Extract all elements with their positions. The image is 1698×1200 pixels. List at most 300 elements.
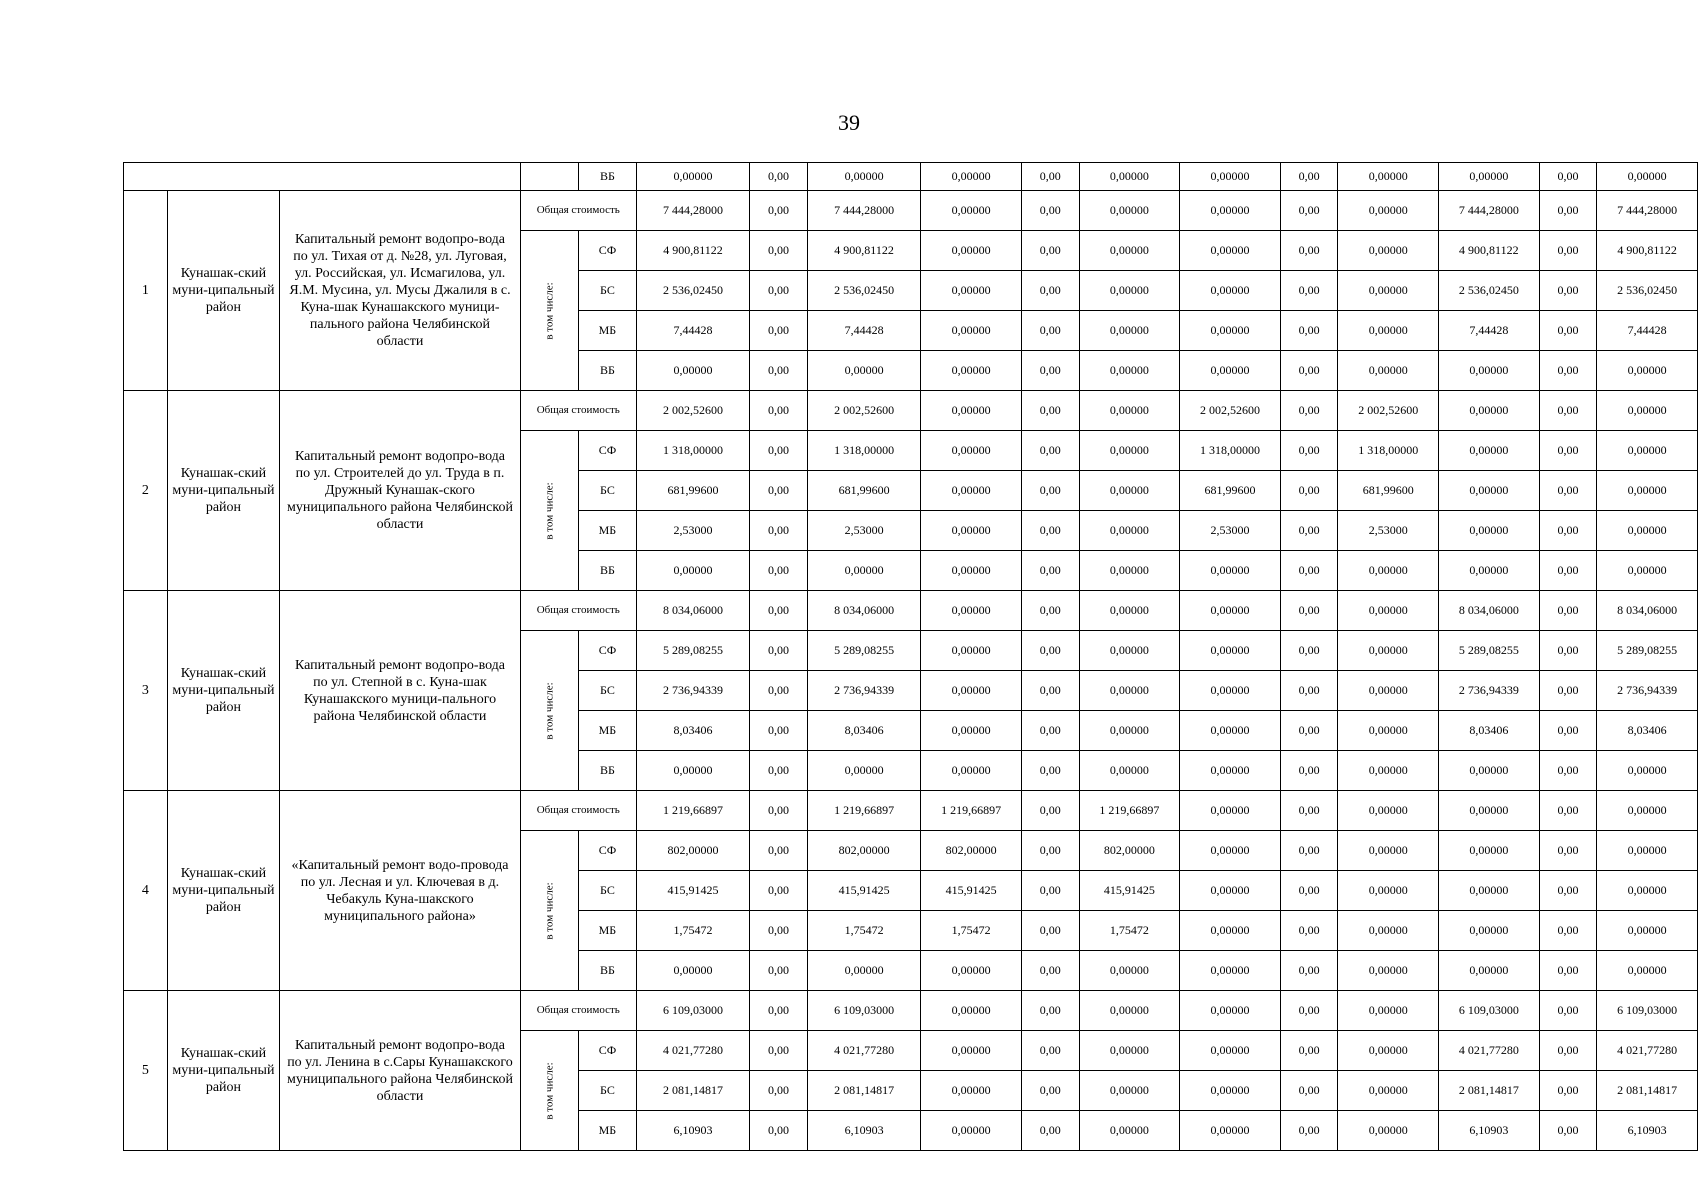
value-cell: 0,00000 (636, 951, 749, 991)
value-cell: 0,00 (1021, 1031, 1079, 1071)
value-cell: 0,00 (1280, 1111, 1338, 1151)
value-cell: 0,00000 (921, 751, 1022, 791)
value-cell: 0,00000 (1338, 1111, 1439, 1151)
value-cell: 0,00000 (1338, 551, 1439, 591)
value-cell: 0,00000 (1439, 791, 1540, 831)
value-cell: 0,00000 (636, 351, 749, 391)
value-cell: 0,00 (750, 391, 808, 431)
value-cell: 0,00000 (921, 671, 1022, 711)
value-cell: 415,91425 (807, 871, 920, 911)
value-cell: 0,00000 (1079, 351, 1180, 391)
value-cell: 0,00 (750, 191, 808, 231)
value-cell: 0,00000 (1597, 351, 1698, 391)
value-cell: 0,00 (1539, 1071, 1597, 1111)
value-cell: 0,00 (750, 631, 808, 671)
value-cell: 0,00 (1021, 191, 1079, 231)
value-cell: 0,00 (1539, 671, 1597, 711)
value-cell: 0,00 (1539, 471, 1597, 511)
value-cell: 0,00000 (1180, 163, 1281, 191)
value-cell: 0,00 (1280, 1071, 1338, 1111)
value-cell: 0,00000 (1439, 831, 1540, 871)
value-cell: 0,00000 (1338, 231, 1439, 271)
value-cell: 0,00000 (921, 431, 1022, 471)
budget-table (123, 162, 1698, 1151)
value-cell: 0,00000 (1597, 831, 1698, 871)
value-cell: 2 536,02450 (1597, 271, 1698, 311)
value-cell: 0,00 (750, 351, 808, 391)
value-cell: 0,00 (1021, 163, 1079, 191)
value-cell: 0,00000 (1180, 1031, 1281, 1071)
total-cost-label: Общая стоимость (520, 191, 636, 231)
value-cell: 8 034,06000 (807, 591, 920, 631)
table-row (124, 791, 1698, 831)
value-cell: 0,00000 (807, 551, 920, 591)
value-cell: 0,00 (1280, 551, 1338, 591)
value-cell: 0,00000 (1338, 351, 1439, 391)
value-cell: 7,44428 (1439, 311, 1540, 351)
value-cell: 2 002,52600 (636, 391, 749, 431)
value-cell: 0,00 (1021, 471, 1079, 511)
value-cell: 0,00000 (1079, 751, 1180, 791)
value-cell: 0,00000 (1338, 311, 1439, 351)
value-cell: 4 900,81122 (1597, 231, 1698, 271)
value-cell: 1,75472 (807, 911, 920, 951)
value-cell: 5 289,08255 (1439, 631, 1540, 671)
value-cell: 1 219,66897 (1079, 791, 1180, 831)
source-label: СФ (579, 1031, 637, 1071)
value-cell: 0,00000 (1439, 391, 1540, 431)
value-cell: 0,00 (1021, 831, 1079, 871)
value-cell: 1,75472 (921, 911, 1022, 951)
value-cell: 0,00 (1021, 551, 1079, 591)
source-label: ВБ (579, 751, 637, 791)
value-cell: 0,00000 (921, 1031, 1022, 1071)
value-cell: 1,75472 (1079, 911, 1180, 951)
value-cell: 2,53000 (807, 511, 920, 551)
value-cell: 0,00 (1280, 991, 1338, 1031)
value-cell: 6,10903 (636, 1111, 749, 1151)
value-cell: 0,00000 (1079, 231, 1180, 271)
value-cell: 0,00 (1280, 511, 1338, 551)
value-cell: 0,00 (1539, 551, 1597, 591)
value-cell: 0,00000 (1079, 391, 1180, 431)
value-cell: 0,00 (1021, 631, 1079, 671)
value-cell: 0,00 (1539, 311, 1597, 351)
value-cell: 0,00000 (921, 711, 1022, 751)
source-label: ВБ (579, 163, 637, 191)
value-cell: 0,00 (1539, 911, 1597, 951)
value-cell: 1 318,00000 (1338, 431, 1439, 471)
value-cell: 6,10903 (1439, 1111, 1540, 1151)
value-cell: 0,00 (1021, 1071, 1079, 1111)
value-cell: 7,44428 (636, 311, 749, 351)
value-cell: 2 736,94339 (807, 671, 920, 711)
value-cell: 0,00 (750, 591, 808, 631)
value-cell: 0,00000 (807, 163, 920, 191)
value-cell: 8,03406 (1597, 711, 1698, 751)
value-cell: 0,00000 (1597, 391, 1698, 431)
value-cell: 0,00 (1021, 511, 1079, 551)
value-cell: 0,00 (1280, 391, 1338, 431)
total-cost-label: Общая стоимость (520, 791, 636, 831)
value-cell: 0,00000 (1439, 951, 1540, 991)
value-cell: 0,00000 (1597, 551, 1698, 591)
value-cell: 2 081,14817 (1597, 1071, 1698, 1111)
value-cell: 0,00 (1539, 511, 1597, 551)
value-cell: 681,99600 (1180, 471, 1281, 511)
continuation-row (124, 163, 1698, 191)
value-cell: 2,53000 (1180, 511, 1281, 551)
value-cell: 2 002,52600 (807, 391, 920, 431)
value-cell: 0,00 (1021, 671, 1079, 711)
value-cell: 0,00000 (1597, 511, 1698, 551)
value-cell: 6,10903 (807, 1111, 920, 1151)
value-cell: 0,00000 (636, 751, 749, 791)
value-cell: 0,00000 (921, 1111, 1022, 1151)
value-cell: 0,00000 (1180, 551, 1281, 591)
value-cell: 0,00000 (1338, 711, 1439, 751)
value-cell: 0,00000 (1180, 231, 1281, 271)
value-cell: 4 900,81122 (1439, 231, 1540, 271)
in-that-number-label: в том числе: (543, 682, 556, 740)
value-cell: 0,00 (1280, 711, 1338, 751)
value-cell: 2 081,14817 (636, 1071, 749, 1111)
value-cell: 0,00000 (636, 551, 749, 591)
in-that-number-label: в том числе: (543, 482, 556, 540)
value-cell: 2 081,14817 (1439, 1071, 1540, 1111)
in-that-number-cell (520, 431, 578, 591)
value-cell: 0,00000 (1439, 351, 1540, 391)
value-cell: 0,00000 (1439, 511, 1540, 551)
source-label: СФ (579, 431, 637, 471)
value-cell: 0,00 (750, 871, 808, 911)
source-label: БС (579, 471, 637, 511)
source-label: ВБ (579, 951, 637, 991)
value-cell: 802,00000 (807, 831, 920, 871)
value-cell: 2 081,14817 (807, 1071, 920, 1111)
value-cell: 1,75472 (636, 911, 749, 951)
value-cell: 0,00 (750, 991, 808, 1031)
value-cell: 0,00 (1280, 591, 1338, 631)
value-cell: 0,00 (1280, 791, 1338, 831)
value-cell: 0,00 (1021, 711, 1079, 751)
value-cell: 0,00 (1539, 751, 1597, 791)
value-cell: 6 109,03000 (636, 991, 749, 1031)
blank-header-cell (124, 163, 521, 191)
value-cell: 0,00 (1539, 351, 1597, 391)
value-cell: 0,00000 (1597, 871, 1698, 911)
value-cell: 0,00000 (807, 751, 920, 791)
value-cell: 1 318,00000 (1180, 431, 1281, 471)
object-description: Капитальный ремонт водопро-вода по ул. Тихая от д. №28, ул. Луговая, ул. Российская, ул. Исмагилова, ул. Я.М. Мусина, ул. Мусы Джалиля в с. Куна-шак Кунашакского муници-пального района Челябинской области (280, 191, 521, 391)
value-cell: 7 444,28000 (807, 191, 920, 231)
value-cell: 0,00000 (1180, 871, 1281, 911)
value-cell: 5 289,08255 (636, 631, 749, 671)
value-cell: 0,00 (750, 671, 808, 711)
value-cell: 0,00000 (1079, 1111, 1180, 1151)
value-cell: 0,00 (750, 431, 808, 471)
value-cell: 0,00000 (1079, 991, 1180, 1031)
value-cell: 0,00000 (921, 951, 1022, 991)
value-cell: 4 021,77280 (1597, 1031, 1698, 1071)
in-that-number-label: в том числе: (543, 282, 556, 340)
value-cell: 0,00 (1021, 991, 1079, 1031)
value-cell: 0,00000 (1079, 1031, 1180, 1071)
value-cell: 0,00 (750, 551, 808, 591)
value-cell: 0,00000 (1338, 671, 1439, 711)
value-cell: 2,53000 (1338, 511, 1439, 551)
value-cell: 0,00 (750, 951, 808, 991)
value-cell: 7,44428 (1597, 311, 1698, 351)
value-cell: 0,00000 (1597, 431, 1698, 471)
value-cell: 5 289,08255 (1597, 631, 1698, 671)
value-cell: 2 536,02450 (1439, 271, 1540, 311)
object-description: Капитальный ремонт водопро-вода по ул. Строителей до ул. Труда в п. Дружный Кунашак-ского муниципального района Челябинской области (280, 391, 521, 591)
value-cell: 6,10903 (1597, 1111, 1698, 1151)
value-cell: 4 021,77280 (1439, 1031, 1540, 1071)
value-cell: 4 021,77280 (807, 1031, 920, 1071)
value-cell: 415,91425 (921, 871, 1022, 911)
value-cell: 0,00000 (1338, 991, 1439, 1031)
value-cell: 0,00 (1280, 1031, 1338, 1071)
value-cell: 0,00000 (1079, 671, 1180, 711)
value-cell: 1 219,66897 (921, 791, 1022, 831)
value-cell: 8 034,06000 (1439, 591, 1540, 631)
value-cell: 4 900,81122 (807, 231, 920, 271)
source-label: БС (579, 271, 637, 311)
object-description: Капитальный ремонт водопро-вода по ул. Ленина в с.Сары Кунашакского муниципального района Челябинской области (280, 991, 521, 1151)
value-cell: 2 002,52600 (1338, 391, 1439, 431)
value-cell: 2,53000 (636, 511, 749, 551)
source-label: ВБ (579, 551, 637, 591)
blank-rot-cell (520, 163, 578, 191)
value-cell: 8,03406 (636, 711, 749, 751)
value-cell: 0,00000 (921, 551, 1022, 591)
value-cell: 0,00000 (1079, 1071, 1180, 1111)
value-cell: 0,00 (1021, 951, 1079, 991)
value-cell: 0,00000 (921, 391, 1022, 431)
value-cell: 802,00000 (636, 831, 749, 871)
value-cell: 0,00 (1021, 591, 1079, 631)
value-cell: 0,00000 (1338, 1031, 1439, 1071)
source-label: ВБ (579, 351, 637, 391)
value-cell: 0,00000 (1180, 911, 1281, 951)
total-cost-label: Общая стоимость (520, 391, 636, 431)
value-cell: 0,00 (750, 711, 808, 751)
value-cell: 0,00000 (1079, 951, 1180, 991)
value-cell: 0,00000 (1338, 591, 1439, 631)
total-cost-label: Общая стоимость (520, 591, 636, 631)
value-cell: 0,00 (750, 791, 808, 831)
object-description: «Капитальный ремонт водо-провода по ул. Лесная и ул. Ключевая в д. Чебакуль Куна-шакского муниципального района» (280, 791, 521, 991)
value-cell: 415,91425 (636, 871, 749, 911)
source-label: МБ (579, 711, 637, 751)
page-number: 39 (838, 110, 860, 135)
value-cell: 0,00 (1539, 1111, 1597, 1151)
value-cell: 6 109,03000 (1597, 991, 1698, 1031)
value-cell: 681,99600 (1338, 471, 1439, 511)
value-cell: 0,00000 (921, 1071, 1022, 1111)
value-cell: 0,00000 (1338, 1071, 1439, 1111)
value-cell: 0,00 (1021, 271, 1079, 311)
value-cell: 0,00 (1280, 951, 1338, 991)
value-cell: 0,00000 (1439, 751, 1540, 791)
value-cell: 0,00 (1539, 1031, 1597, 1071)
value-cell: 1 318,00000 (636, 431, 749, 471)
value-cell: 8,03406 (1439, 711, 1540, 751)
value-cell: 0,00 (1280, 671, 1338, 711)
value-cell: 0,00 (1539, 163, 1597, 191)
entry-number: 5 (124, 991, 168, 1151)
district-name: Кунашак-ский муни-ципальный район (167, 191, 280, 391)
source-label: МБ (579, 511, 637, 551)
value-cell: 0,00 (1021, 871, 1079, 911)
value-cell: 0,00000 (1597, 471, 1698, 511)
value-cell: 0,00000 (1597, 163, 1698, 191)
value-cell: 0,00 (1539, 871, 1597, 911)
entry-number: 4 (124, 791, 168, 991)
value-cell: 0,00 (1280, 351, 1338, 391)
value-cell: 0,00 (1539, 791, 1597, 831)
value-cell: 0,00 (1021, 311, 1079, 351)
value-cell: 0,00000 (921, 163, 1022, 191)
value-cell: 0,00 (1539, 591, 1597, 631)
value-cell: 0,00 (1021, 751, 1079, 791)
object-description: Капитальный ремонт водопро-вода по ул. Степной в с. Куна-шак Кунашакского муници-пального района Челябинской области (280, 591, 521, 791)
value-cell: 0,00000 (921, 311, 1022, 351)
value-cell: 0,00000 (1338, 831, 1439, 871)
value-cell: 0,00000 (1180, 671, 1281, 711)
value-cell: 0,00 (1280, 163, 1338, 191)
source-label: СФ (579, 831, 637, 871)
value-cell: 0,00000 (1439, 551, 1540, 591)
value-cell: 0,00 (1539, 191, 1597, 231)
value-cell: 0,00000 (1597, 791, 1698, 831)
value-cell: 0,00000 (1079, 511, 1180, 551)
source-label: БС (579, 1071, 637, 1111)
value-cell: 8,03406 (807, 711, 920, 751)
value-cell: 0,00000 (1180, 751, 1281, 791)
value-cell: 7 444,28000 (636, 191, 749, 231)
value-cell: 8 034,06000 (636, 591, 749, 631)
value-cell: 0,00 (1539, 991, 1597, 1031)
value-cell: 0,00 (1539, 951, 1597, 991)
value-cell: 7,44428 (807, 311, 920, 351)
value-cell: 0,00 (750, 163, 808, 191)
value-cell: 0,00 (1021, 911, 1079, 951)
value-cell: 0,00 (1539, 391, 1597, 431)
value-cell: 0,00000 (1439, 911, 1540, 951)
value-cell: 0,00 (750, 1111, 808, 1151)
value-cell: 4 900,81122 (636, 231, 749, 271)
value-cell: 0,00 (1539, 631, 1597, 671)
value-cell: 0,00 (1539, 271, 1597, 311)
value-cell: 0,00000 (921, 471, 1022, 511)
in-that-number-label: в том числе: (543, 1062, 556, 1120)
value-cell: 1 219,66897 (807, 791, 920, 831)
value-cell: 0,00000 (1338, 163, 1439, 191)
value-cell: 0,00000 (1180, 311, 1281, 351)
value-cell: 0,00000 (1338, 951, 1439, 991)
value-cell: 0,00000 (1079, 163, 1180, 191)
value-cell: 0,00000 (1180, 951, 1281, 991)
source-label: МБ (579, 911, 637, 951)
value-cell: 0,00000 (921, 191, 1022, 231)
value-cell: 0,00000 (807, 951, 920, 991)
source-label: БС (579, 671, 637, 711)
value-cell: 0,00000 (1338, 271, 1439, 311)
value-cell: 7 444,28000 (1439, 191, 1540, 231)
value-cell: 0,00 (1280, 191, 1338, 231)
value-cell: 4 021,77280 (636, 1031, 749, 1071)
value-cell: 0,00 (1021, 351, 1079, 391)
source-label: МБ (579, 1111, 637, 1151)
entry-number: 1 (124, 191, 168, 391)
value-cell: 0,00 (750, 471, 808, 511)
value-cell: 2 736,94339 (636, 671, 749, 711)
value-cell: 0,00 (750, 831, 808, 871)
source-label: БС (579, 871, 637, 911)
value-cell: 802,00000 (1079, 831, 1180, 871)
value-cell: 1 219,66897 (636, 791, 749, 831)
value-cell: 0,00 (1021, 231, 1079, 271)
value-cell: 0,00 (1280, 231, 1338, 271)
value-cell: 1 318,00000 (807, 431, 920, 471)
value-cell: 0,00000 (1079, 431, 1180, 471)
value-cell: 0,00 (1539, 431, 1597, 471)
district-name: Кунашак-ский муни-ципальный район (167, 391, 280, 591)
value-cell: 0,00000 (636, 163, 749, 191)
district-name: Кунашак-ский муни-ципальный район (167, 791, 280, 991)
value-cell: 0,00000 (1439, 871, 1540, 911)
value-cell: 0,00000 (1180, 711, 1281, 751)
value-cell: 0,00000 (1180, 1071, 1281, 1111)
value-cell: 0,00000 (1338, 751, 1439, 791)
value-cell: 0,00 (1280, 311, 1338, 351)
value-cell: 0,00000 (1180, 1111, 1281, 1151)
value-cell: 0,00000 (921, 991, 1022, 1031)
value-cell: 5 289,08255 (807, 631, 920, 671)
entry-number: 2 (124, 391, 168, 591)
source-label: СФ (579, 631, 637, 671)
value-cell: 0,00 (1539, 711, 1597, 751)
value-cell: 0,00 (1021, 791, 1079, 831)
value-cell: 0,00 (1280, 271, 1338, 311)
value-cell: 0,00000 (921, 591, 1022, 631)
value-cell: 0,00000 (1439, 471, 1540, 511)
value-cell: 0,00000 (1079, 711, 1180, 751)
value-cell: 0,00000 (1079, 271, 1180, 311)
value-cell: 0,00 (1280, 831, 1338, 871)
value-cell: 0,00000 (807, 351, 920, 391)
value-cell: 415,91425 (1079, 871, 1180, 911)
value-cell: 0,00 (1280, 751, 1338, 791)
value-cell: 0,00000 (1597, 751, 1698, 791)
value-cell: 0,00000 (1180, 791, 1281, 831)
source-label: МБ (579, 311, 637, 351)
in-that-number-cell (520, 1031, 578, 1151)
value-cell: 0,00000 (1338, 191, 1439, 231)
value-cell: 681,99600 (807, 471, 920, 511)
value-cell: 2 002,52600 (1180, 391, 1281, 431)
in-that-number-cell (520, 831, 578, 991)
value-cell: 0,00000 (1180, 351, 1281, 391)
value-cell: 0,00000 (1180, 831, 1281, 871)
value-cell: 802,00000 (921, 831, 1022, 871)
value-cell: 0,00000 (921, 351, 1022, 391)
value-cell: 0,00000 (1338, 871, 1439, 911)
value-cell: 0,00000 (1338, 631, 1439, 671)
